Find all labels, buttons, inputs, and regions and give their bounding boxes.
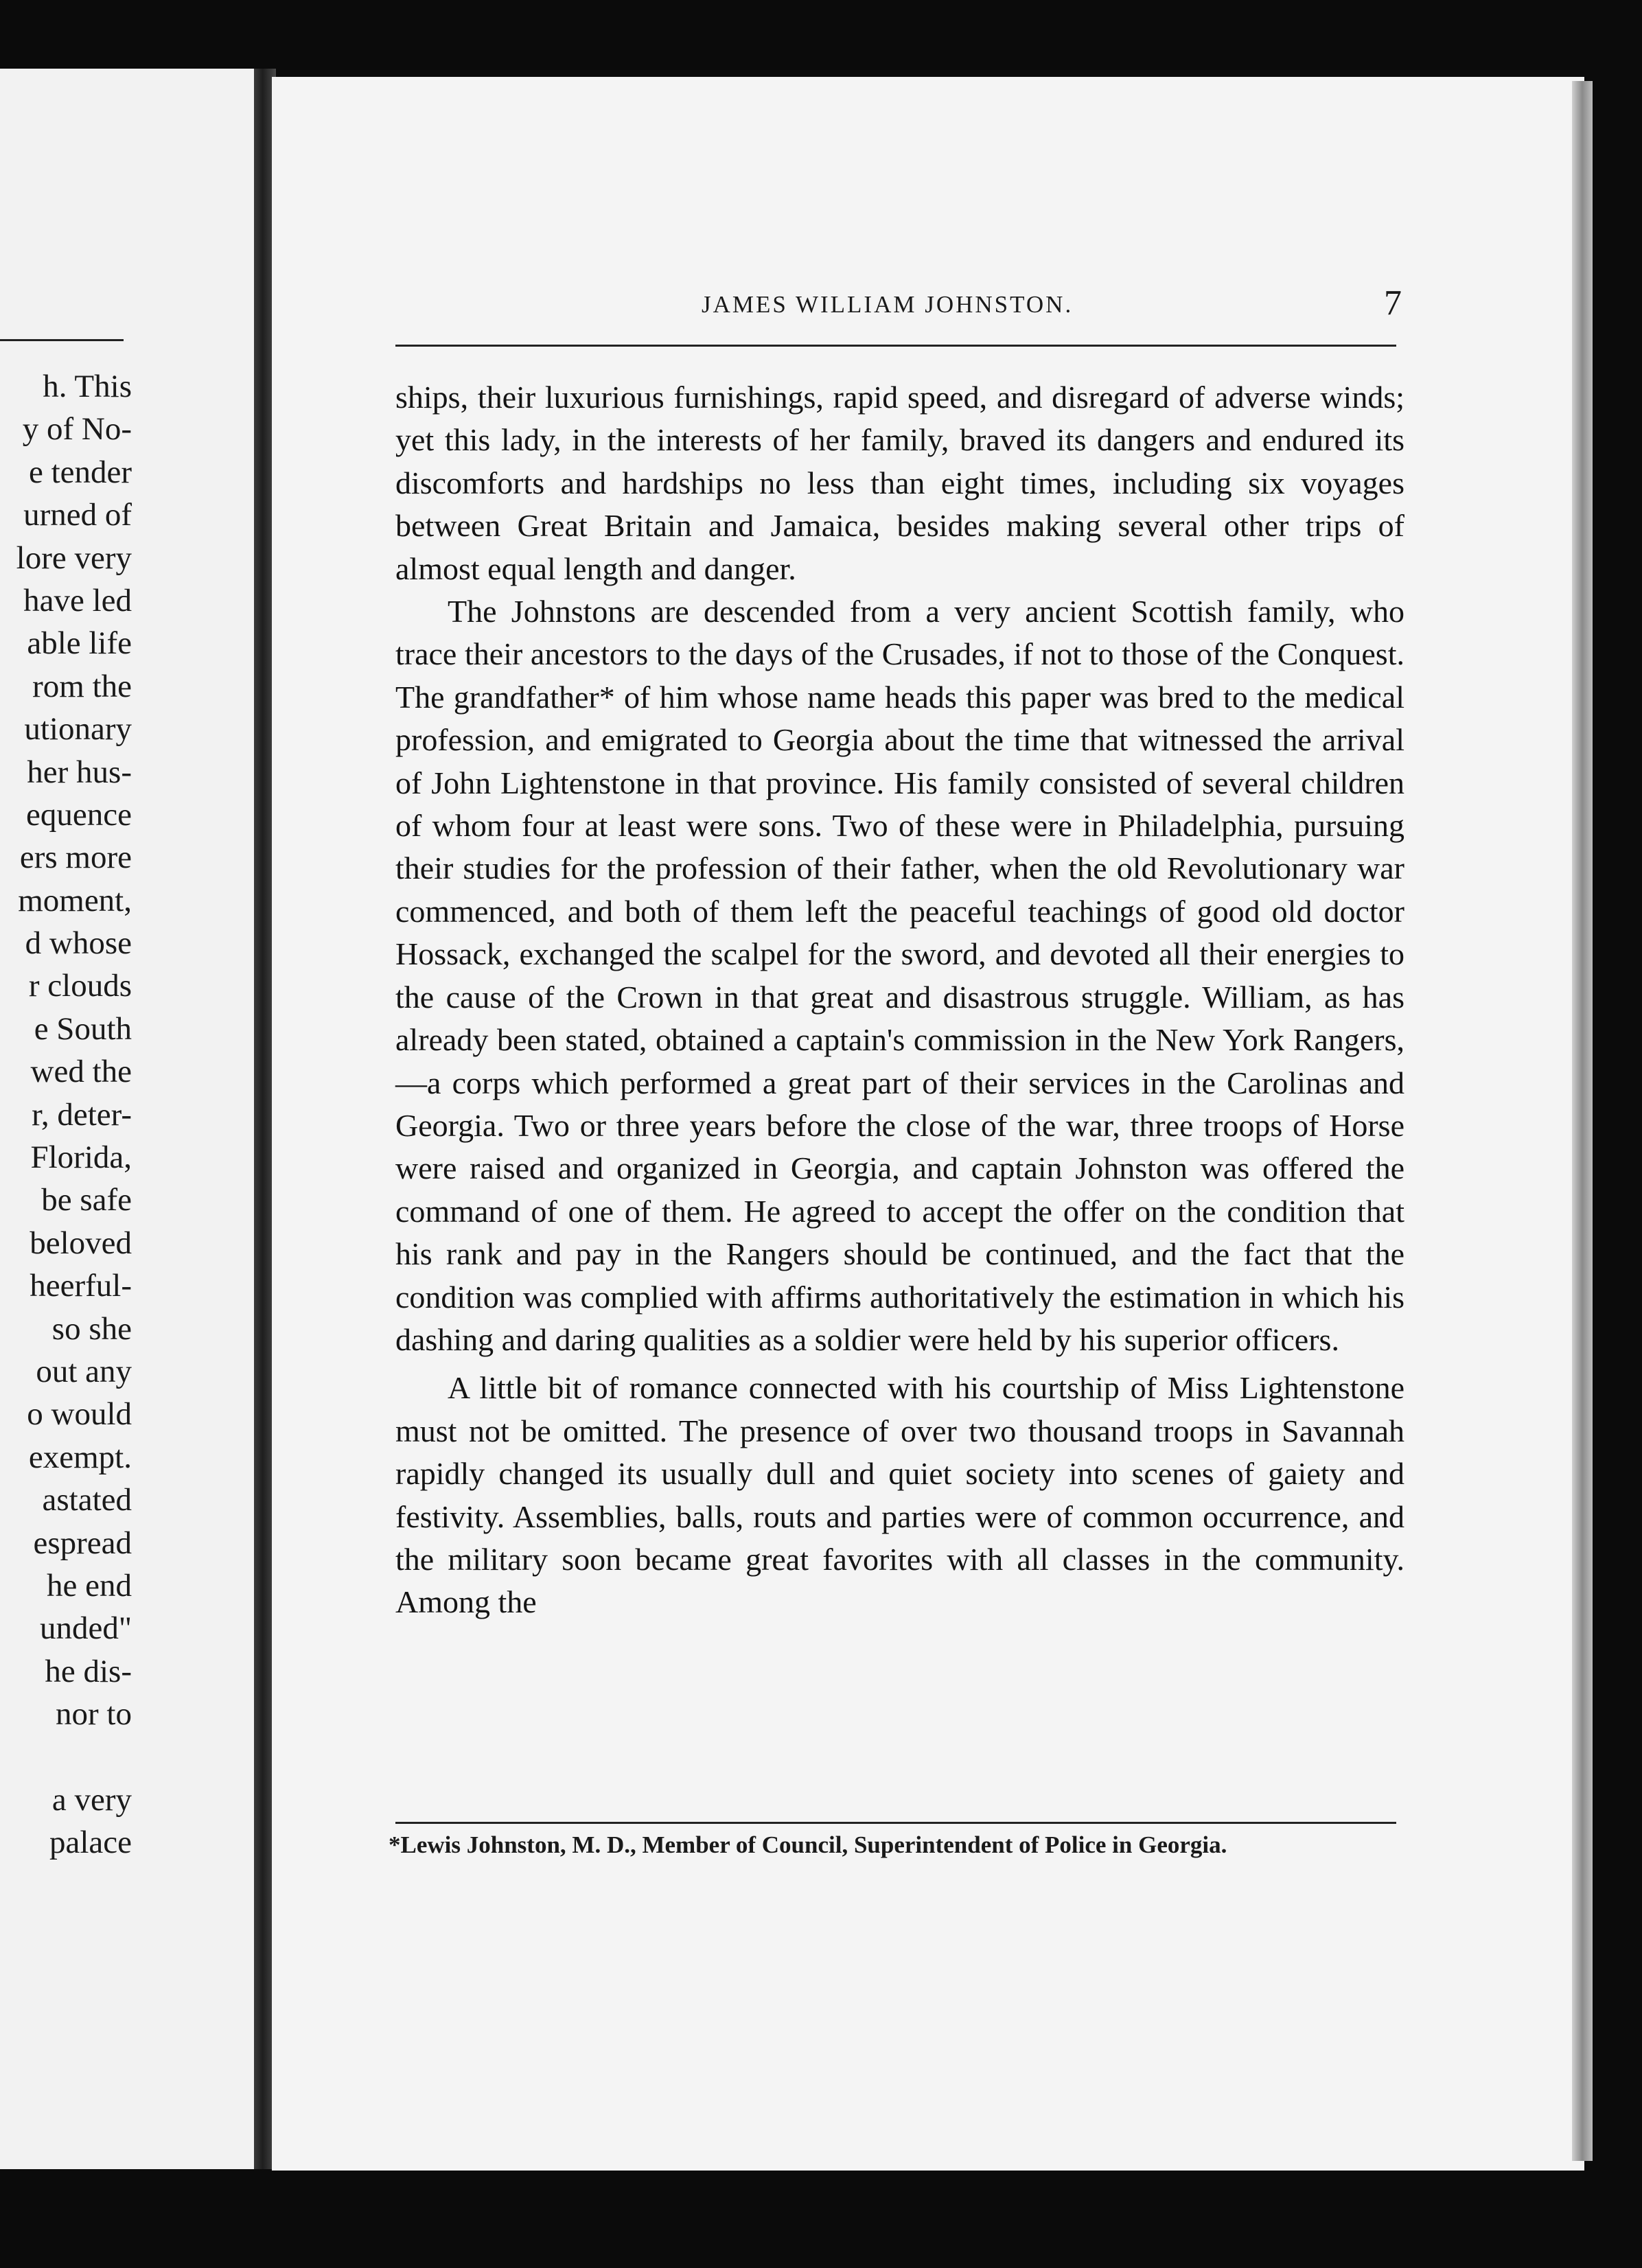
- left-page-line: Florida,: [30, 1139, 132, 1176]
- paragraph-3: A little bit of romance connected with his courtship of Miss Lightenstone must not be omitted. The presence of over two thousand troops in Savannah rapidly changed its usually dull and quiet society into scenes of gaiety and festivity. Assemblies, balls, routs and parties were of common occurrence, and the military soon became great favorites with all classes in the community. Among the: [395, 1370, 1404, 1620]
- left-page-line: he end: [47, 1567, 132, 1604]
- left-page-line: y of No-: [22, 411, 132, 448]
- left-page-line: unded": [39, 1610, 132, 1647]
- left-page-line: palace: [49, 1825, 132, 1861]
- left-page-line: a very: [51, 1781, 132, 1818]
- left-page-line: have led: [23, 582, 132, 618]
- left-page-line: [0, 1736, 132, 1779]
- left-page-line: lore very: [16, 540, 132, 576]
- page-number: 7: [1384, 284, 1402, 323]
- left-page-line: able life: [27, 625, 132, 662]
- left-page-line: he dis-: [45, 1653, 132, 1689]
- left-page-line: equence: [26, 796, 132, 833]
- page-edge-shadow: [1572, 81, 1593, 2161]
- left-page-line: wed the: [30, 1054, 132, 1090]
- left-page-line: r, deter-: [32, 1096, 132, 1133]
- left-page-line: astated: [42, 1482, 132, 1518]
- left-page-line: her hus-: [27, 754, 132, 790]
- left-page-line: urned of: [23, 497, 132, 533]
- left-page-line: out any: [36, 1353, 132, 1389]
- left-page-line: heerful-: [30, 1268, 132, 1304]
- left-page-line: ers more: [19, 840, 132, 876]
- body-text: [395, 376, 1404, 1624]
- paragraph-1: ships, their luxurious furnishings, rapid speed, and disregard of adverse winds; yet this lady, in the interests of her family, braved its dangers and endured its discomforts and hardships no less than eight times, including six voyages between Great Britain and Jamaica, besides making several other trips of almost equal length and danger.: [395, 380, 1404, 586]
- left-page-line: rom the: [32, 668, 132, 704]
- left-page-line: moment,: [18, 882, 132, 918]
- left-page-line: exempt.: [28, 1439, 132, 1475]
- left-page-line: h. This: [43, 369, 132, 404]
- left-page-line: e South: [34, 1010, 132, 1047]
- left-page-line: r clouds: [28, 968, 132, 1004]
- left-page-line: so she: [51, 1310, 132, 1347]
- left-page-line: e tender: [28, 454, 132, 490]
- facing-page-left: [0, 69, 254, 2169]
- left-page-line: d whose: [25, 925, 132, 962]
- running-head-title: JAMES WILLIAM JOHNSTON.: [702, 291, 1074, 318]
- left-page-line: utionary: [24, 711, 132, 748]
- left-page-text-fragments: [0, 365, 132, 1864]
- header-rule: [395, 345, 1396, 347]
- footnote-rule: [395, 1822, 1396, 1824]
- footnote: *Lewis Johnston, M. D., Member of Council, Superintendent of Police in Georgia.: [389, 1831, 1227, 1858]
- left-page-line: espread: [33, 1525, 132, 1561]
- left-page-line: beloved: [30, 1225, 132, 1261]
- paragraph-2: The Johnstons are descended from a very ancient Scottish family, who trace their ancestors to the days of the Crusades, if not to those of the Conquest. The grandfather* of him whose name heads this paper was bred to the medical profession, and emigrated to Georgia about the time that witnessed the arrival of John Lightenstone in that province. His family consisted of several children of whom four at least were sons. Two of these were in Philadelphia, pursuing their studies for the profession of their father, when the old Revolutionary war commenced, and both of them left the peaceful teachings of good old doctor Hossack, exchanged the scalpel for the sword, and devoted all their energies to the cause of the Crown in that great and disastrous struggle. William, as has already been stated, obtained a captain's commission in the New York Rangers,—a corps which performed a great part of their services in the Carolinas and Georgia. Two or three years before the close of the war, three troops of Horse were raised and organized in Georgia, and captain Johnston was offered the command of one of them. He agreed to accept the offer on the condition that his rank and pay in the Rangers should be continued, and the fact that the condition was complied with affirms authoritatively the estimation in which his dashing and daring qualities as a soldier were held by his superior officers.: [395, 594, 1404, 1357]
- left-page-rule: [0, 339, 124, 341]
- left-page-line: be safe: [41, 1182, 132, 1218]
- left-page-line: o would: [27, 1396, 132, 1433]
- left-page-line: nor to: [56, 1696, 132, 1733]
